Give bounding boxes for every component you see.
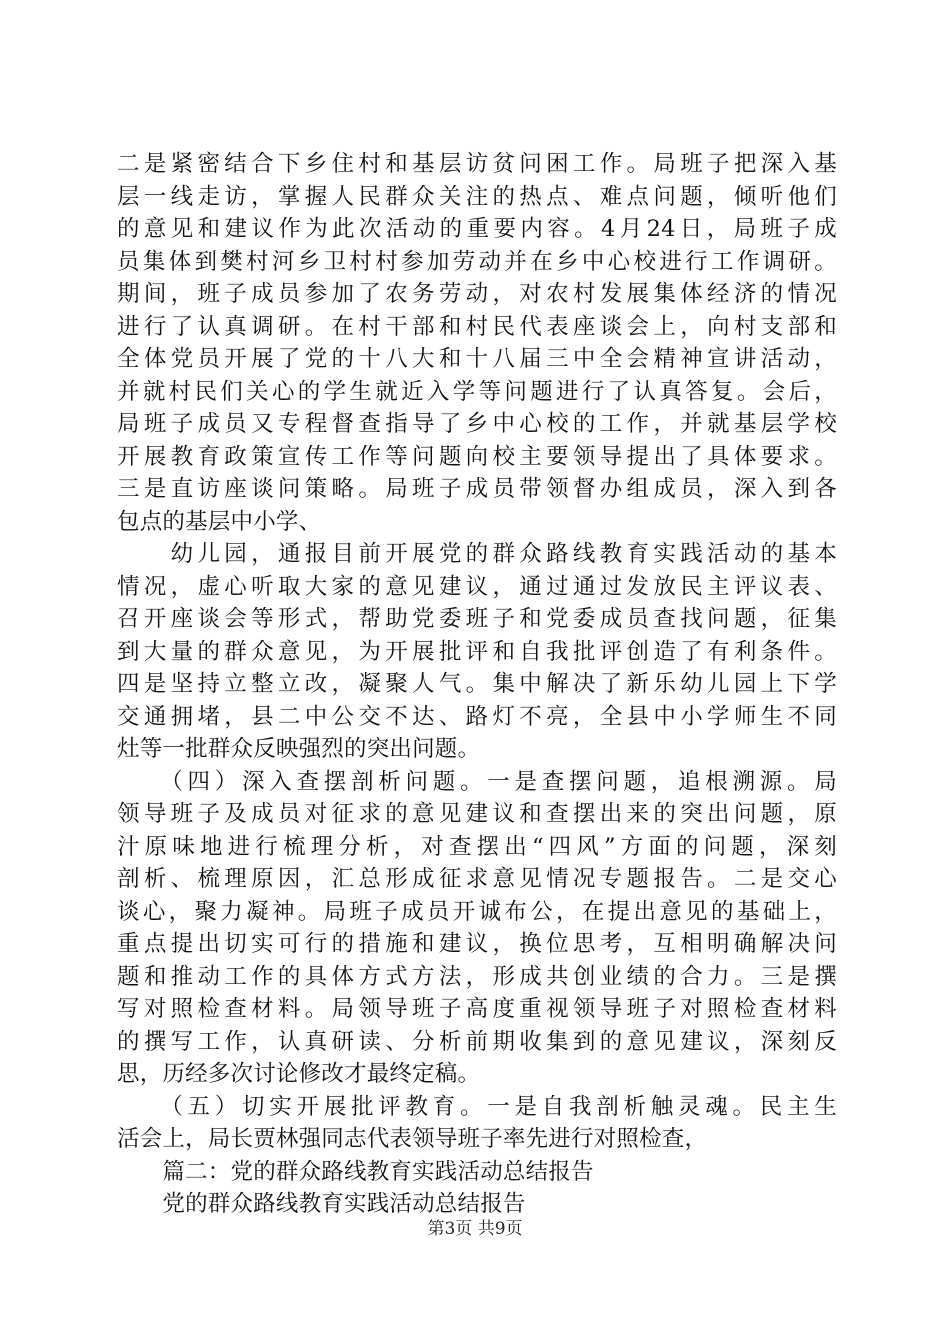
- text-line: 进行了认真调研。在村干部和村民代表座谈会上，向村支部和: [117, 313, 837, 340]
- text-line: 灶等一批群众反映强烈的突出问题。: [117, 736, 481, 762]
- text-line: 领导班子及成员对征求的意见建议和查摆出来的突出问题，原: [117, 801, 837, 827]
- text-line: 思，历经多次讨论修改才最终定稿。: [117, 1061, 481, 1087]
- text-line: 期间，班子成员参加了农务劳动，对农村发展集体经济的情况: [117, 281, 837, 307]
- text-line: 层一线走访，掌握人民群众关注的热点、难点问题，倾听他们: [117, 183, 837, 210]
- text-line: 写对照检查材料。局领导班子高度重视领导班子对照检查材料: [117, 996, 837, 1022]
- text-line: 篇二：党的群众路线教育实践活动总结报告: [117, 1158, 594, 1185]
- text-line: 全体党员开展了党的十八大和十八届三中全会精神宣讲活动，: [117, 346, 837, 372]
- text-line: 三是直访座谈问策略。局班子成员带领督办组成员，深入到各: [117, 476, 837, 502]
- text-line: 开展教育政策宣传工作等问题向校主要领导提出了具体要求。: [117, 443, 837, 470]
- text-line: 剖析、梳理原因，汇总形成征求意见情况专题报告。二是交心: [117, 866, 837, 892]
- page-footer: 第3页 共9页: [427, 1219, 523, 1239]
- text-line: 党的群众路线教育实践活动总结报告: [117, 1191, 526, 1217]
- text-line: 谈心，聚力凝神。局班子成员开诚布公，在提出意见的基础上，: [117, 898, 837, 925]
- text-line: 的意见和建议作为此次活动的重要内容。4月24日，局班子成: [117, 216, 837, 242]
- document-body: [117, 148, 837, 1221]
- text-line: （五）切实开展批评教育。一是自我剖析触灵魂。民主生: [117, 1093, 837, 1120]
- text-line: 到大量的群众意见，为开展批评和自我批评创造了有利条件。: [117, 638, 837, 665]
- text-line: 重点提出切实可行的措施和建议，换位思考，互相明确解决问: [117, 931, 837, 957]
- text-line: 活会上，局长贾林强同志代表领导班子率先进行对照检查，: [117, 1126, 708, 1152]
- text-line: （四）深入查摆剖析问题。一是查摆问题，追根溯源。局: [117, 768, 837, 795]
- text-line: 四是坚持立整立改，凝聚人气。集中解决了新乐幼儿园上下学: [117, 671, 837, 697]
- text-line: 幼儿园，通报目前开展党的群众路线教育实践活动的基本: [117, 541, 837, 567]
- text-line: 二是紧密结合下乡住村和基层访贫问困工作。局班子把深入基: [117, 151, 837, 177]
- text-line: 情况，虚心听取大家的意见建议，通过通过发放民主评议表、: [117, 573, 837, 600]
- text-line: 的撰写工作，认真研读、分析前期收集到的意见建议，深刻反: [117, 1028, 837, 1055]
- text-line: 局班子成员又专程督查指导了乡中心校的工作，并就基层学校: [117, 411, 837, 437]
- text-line: 题和推动工作的具体方式方法，形成共创业绩的合力。三是撰: [117, 963, 837, 990]
- text-line: 召开座谈会等形式，帮助党委班子和党委成员查找问题，征集: [117, 606, 837, 632]
- text-line: 汁原味地进行梳理分析，对查摆出“四风”方面的问题，深刻: [117, 833, 837, 860]
- text-line: 并就村民们关心的学生就近入学等问题进行了认真答复。会后，: [117, 378, 837, 405]
- text-line: 包点的基层中小学、: [117, 508, 322, 535]
- text-line: 员集体到樊村河乡卫村村参加劳动并在乡中心校进行工作调研。: [117, 248, 837, 275]
- text-line: 交通拥堵，县二中公交不达、路灯不亮，全县中小学师生不同: [117, 703, 837, 730]
